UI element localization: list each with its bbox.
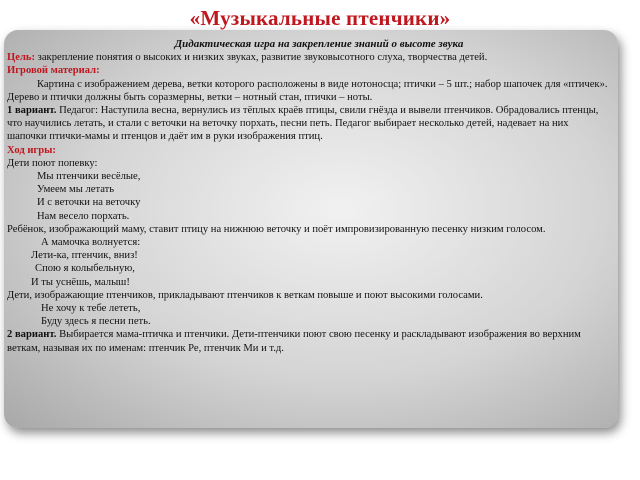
goal-paragraph [7,51,609,64]
goal-label: Цель: [7,52,36,64]
variant2-label: 2 вариант. [7,329,57,341]
variant1-label: 1 вариант. [7,105,57,117]
material-heading [7,64,609,77]
slide-content [7,38,609,355]
song-line: Нам весело порхать. [37,210,130,222]
course-label: Ход игры: [7,144,56,156]
song-line: Мы птенчики весёлые, [37,171,141,183]
mother-paragraph: Ребёнок, изображающий маму, ставит птицу на нижнюю веточку и поёт импровизированную песенку низким голосом. [7,223,546,235]
slide-subtitle: Дидактическая игра на закрепление знаний о высоте звука [174,38,464,50]
mother-line: Лети-ка, птенчик, вниз! [31,250,138,262]
variant2-paragraph [7,328,609,354]
mother-line: Спою я колыбельную, [35,263,135,275]
mother-line: И ты уснёшь, малыш! [31,276,130,288]
material-paragraph: Картина с изображением дерева, ветки которого расположены в виде нотоносца; птички – 5 шт.; набор шапочек для «птичек». Дерево и птички должны быть соразмерны, ветки – нотный стан, птички – ноты. [7,78,608,103]
song-intro: Дети поют попевку: [7,157,98,169]
mother-line: А мамочка волнуется: [41,237,141,249]
variant2-text: Выбирается мама-птичка и птенчики. Дети-птенчики поют свою песенку и раскладывают изображения во верхним веткам, называя их по именам: птенчик Ре, птенчик Ми и т.д. [7,329,581,354]
song-line: И с веточки на веточку [37,197,141,209]
chicks-paragraph: Дети, изображающие птенчиков, прикладывают птенчиков к веткам повыше и поют высокими голосами. [7,289,483,301]
variant1-text: Педагог: Наступила весна, вернулись из тёплых краёв птицы, свили гнёзда и вывели птенчиков. Обрадовались птенцы, что научились летать, и стали с веточки на веточку порхать, песни петь. Педагог выбирает несколько детей, надевает на них шапочки птички-мамы и птенцов и даёт им в руки изображения птиц. [7,105,599,143]
song-line: Умеем мы летать [37,184,115,196]
course-heading [7,144,609,157]
slide-title: «Музыкальные птенчики» [189,6,451,30]
chicks-line: Буду здесь я песни петь. [41,316,151,328]
chicks-line: Не хочу к тебе лететь, [41,303,141,315]
goal-text: закрепление понятия о высоких и низких звуках, развитие звуковысотного слуха, творчества детей. [35,52,488,64]
material-label: Игровой материал: [7,65,100,77]
variant1-paragraph [7,104,609,144]
